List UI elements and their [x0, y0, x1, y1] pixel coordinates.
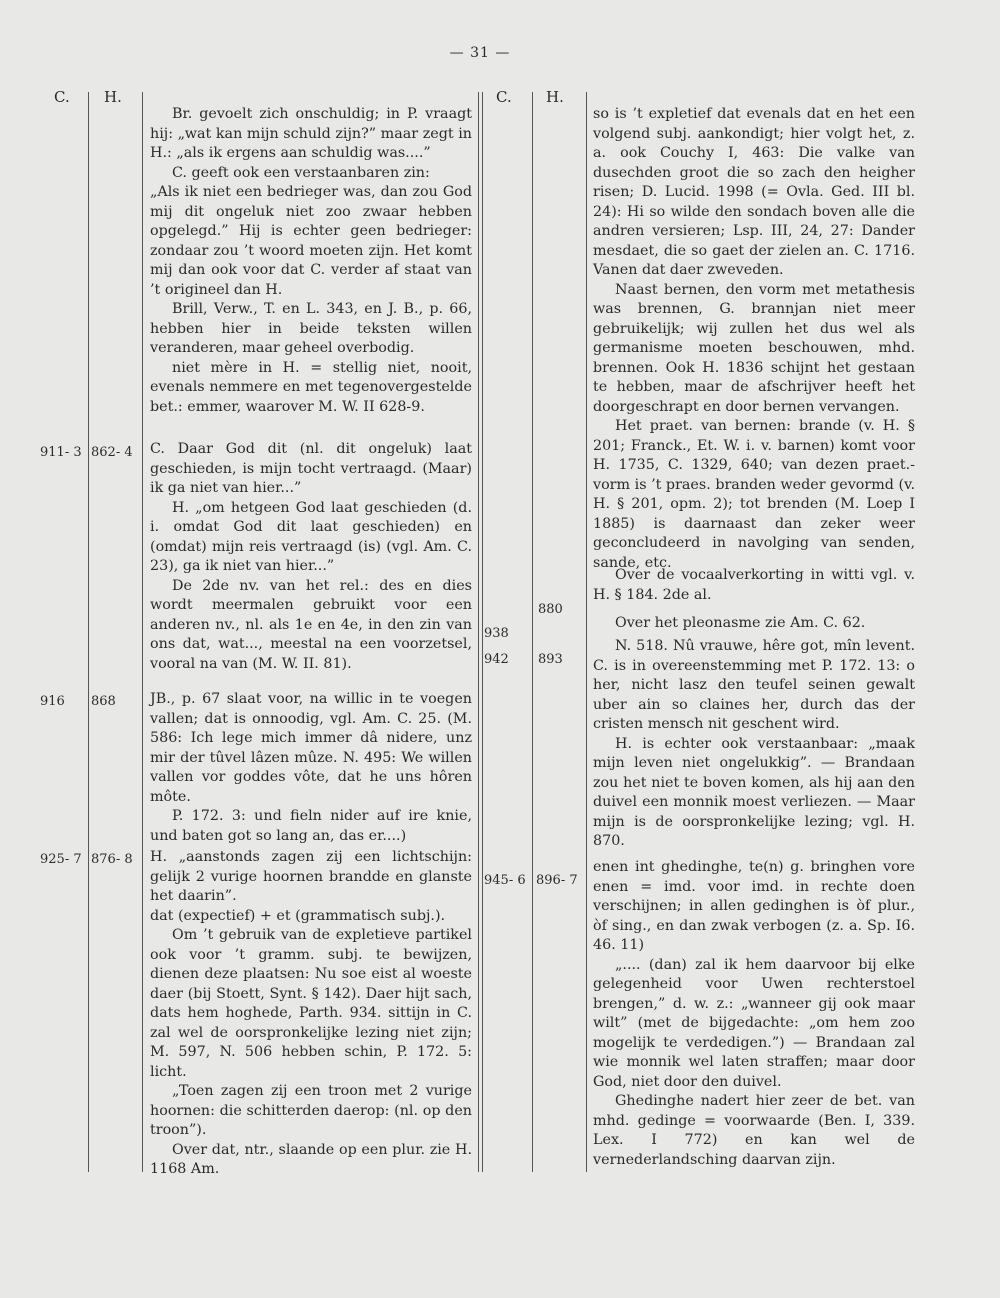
paragraph: Over dat, ntr., slaande op een plur. zie H. 1168 Am. — [150, 1141, 472, 1177]
right-h-ref: 896- 7 — [536, 873, 578, 888]
right-h-ref: 880 — [538, 602, 563, 617]
paragraph: „Als ik niet een bedrieger was, dan zou God mij dit ongeluk niet zoo zwaar hebben opgelegd.” Hij is echter geen bedrieger: zondaar zou ’t woord moeten zijn. Het komt mij dan ook voor dat C. verder af staat van ’t origineel dan H. — [150, 184, 472, 298]
paragraph: Om ’t gebruik van de expletieve partikel ook voor ’t gramm. subj. te bewijzen, dienen deze plaatsen: Nu soe eist al woeste daer (bij Stoett, Synt. § 142). Daer hijt sach, dats hem hoghede, Parth. 934. sittijn in C. zal wel de oorspronkelijke lezing niet zijn; M. 597, N. 506 hebben schin, P. 172. 5: licht. — [150, 927, 472, 1080]
left-c-ref: 916 — [40, 694, 65, 709]
right-c-ref: 942 — [484, 652, 509, 667]
right-h-ref: 893 — [538, 652, 563, 667]
left-h-ref: 862- 4 — [91, 445, 133, 460]
left-header-h: H. — [104, 88, 122, 106]
left-block-4 — [150, 848, 472, 1180]
left-block-2 — [150, 440, 472, 674]
paragraph: Brill, Verw., T. en L. 343, en J. B., p. 66, hebben hier in beide teksten willen veranderen, maar geheel overbodig. — [150, 301, 472, 356]
paragraph: niet mère in H. = stellig niet, nooit, evenals nemmere en met tegenovergestelde bet.: emmer, waarover M. W. II 628-9. — [150, 359, 472, 415]
paragraph: H. is echter ook verstaanbaar: „maak mijn leven niet ongelukkig”. — Brandaan zou het niet te boven komen, als hij aan den duivel een monnik moest verliezen. — Maar mijn is de oorspronkelijke lezing; vgl. H. 870. — [593, 735, 915, 849]
paragraph: Het praet. van bernen: brande (v. H. § 201; Franck., Et. W. i. v. barnen) komt voor H. 1735, C. 1329, 640; van dezen praet.-vorm is ’t praes. branden weder gevormd (v. H. § 201, opm. 2); tot brenden (M. Loep I 1885) is daarnaast dan zeker weer geconcludeerd in navolging van senden, sande, etc. — [593, 418, 915, 571]
paragraph: De 2de nv. van het rel.: des en dies wordt meermalen gebruikt voor een anderen nv., nl. als 1e en 4e, in den zin van ons dat, wat..., meestal na een voorzetsel, vooral na van (M. W. II. 81). — [150, 577, 472, 672]
right-header-c: C. — [496, 88, 512, 106]
right-rule-1 — [532, 92, 533, 1172]
right-c-ref: 938 — [484, 626, 509, 641]
left-h-ref: 868 — [91, 694, 116, 709]
paragraph: C. geeft ook een verstaanbaren zin: — [172, 164, 430, 181]
paragraph: JB., p. 67 slaat voor, na willic in te voegen vallen; dat is onnoodig, vgl. Am. C. 25. (M. 586: Ich lege mich immer dâ nidere, unz mir der tûvel lâzen mûze. N. 495: We willen vallen vor goddes vôte, dat he uns hôren môte. — [150, 691, 472, 805]
paragraph: C. Daar God dit (nl. dit ongeluk) laat geschieden, is mijn tocht vertraagd. (Maar) ik ga niet van hier...” — [150, 441, 472, 496]
paragraph: H. „aanstonds zagen zij een lichtschijn: gelijk 2 vurige hoornen brandde en glanste het daarin”. — [150, 849, 472, 904]
left-rule-1 — [88, 92, 89, 1172]
paragraph: Br. gevoelt zich onschuldig; in P. vraagt hij: „wat kan mijn schuld zijn?” maar zegt in H.: „als ik ergens aan schuldig was....” — [150, 106, 472, 161]
paragraph: Naast bernen, den vorm met metathesis was brennen, G. brannjan niet meer gebruikelijk; wij zullen het dus wel als germanisme moeten beschouwen, mhd. brennen. Ook H. 1836 schijnt het gestaan te hebben, maar de afschrijver heeft het doorgeschrapt en door bernen vervangen. — [593, 281, 915, 415]
right-c-ref: 945- 6 — [484, 873, 526, 888]
right-rule-2 — [586, 92, 587, 1172]
paragraph: Ghedinghe nadert hier zeer de bet. van mhd. gedinge = voorwaarde (Ben. I, 339. Lex. I 772) en kan wel de vernederlandsching daarvan zijn. — [593, 1093, 915, 1168]
left-c-ref: 911- 3 — [40, 445, 82, 460]
paragraph: enen int ghedinghe, te(n) g. bringhen vore enen = imd. voor imd. in rechte doen verschijnen; in allen gedinghen is òf plur., òf sing., en dan zwak verbogen (z. a. Sp. I6. 46. 11) — [593, 859, 915, 953]
column-separator — [478, 92, 479, 1172]
right-header-h: H. — [546, 88, 564, 106]
left-block-3 — [150, 690, 472, 846]
right-block-2 — [593, 566, 915, 605]
paragraph: „Toen zagen zij een troon met 2 vurige hoornen: die schitterden daerop: (nl. op den troon”). — [150, 1083, 472, 1138]
left-header-c: C. — [54, 88, 70, 106]
left-block-1 — [150, 105, 472, 417]
paragraph: so is ’t expletief dat evenals dat en het een volgend subj. aankondigt; hier volgt het, z. a. ook Couchy I, 463: Die valke van dusechden groot die so zach den heigher risen; D. Lucid. 1998 (= Ovla. Ged. III bl. 24): Hi so wilde den sondach boven alle die andren versieren; Lsp. III, 24, 27: Dander mesdaet, die so gaet der zielen an. C. 1716. Vanen dat daer zweveden. — [593, 106, 915, 278]
right-block-1 — [593, 105, 915, 573]
page-number: — 31 — — [449, 45, 511, 61]
paragraph: P. 172. 3: und fieln nider auf ire knie, und baten got so lang an, das er....) — [150, 808, 472, 844]
left-h-ref: 876- 8 — [91, 852, 133, 867]
paragraph: H. „om hetgeen God laat geschieden (d. i. omdat God dit laat geschieden) en (omdat) mijn reis vertraagd (is) (vgl. Am. C. 23), ga ik niet van hier...” — [150, 499, 472, 574]
left-c-ref: 925- 7 — [40, 852, 82, 867]
right-block-4 — [593, 637, 915, 852]
paragraph: „.... (dan) zal ik hem daarvoor bij elke gelegenheid voor Uwen rechterstoel brengen,” d. w. z.: „wanneer gij ook maar wilt” (met de bijgedachte: „om hem zoo mogelijk te verdedigen.”) — Brandaan zal wie monnik wel laten straffen; maar door God, niet door den duivel. — [593, 956, 915, 1090]
paragraph: N. 518. Nû vrauwe, hêre got, mîn levent. C. is in overeenstemming met P. 172. 13: o her, nicht lasz den teufel seinen gewalt uber ain so claines her, durch das der cristen mensch nit geschent wird. — [593, 638, 915, 732]
right-block-5 — [593, 858, 915, 1170]
left-rule-2 — [142, 92, 143, 1172]
column-separator-2 — [482, 92, 483, 1172]
right-block-3 — [593, 614, 915, 634]
paragraph: dat (expectief) + et (grammatisch subj.). — [150, 907, 446, 924]
paragraph: Over de vocaalverkorting in witti vgl. v. H. § 184. 2de al. — [593, 567, 915, 603]
paragraph: Over het pleonasme zie Am. C. 62. — [615, 615, 866, 631]
